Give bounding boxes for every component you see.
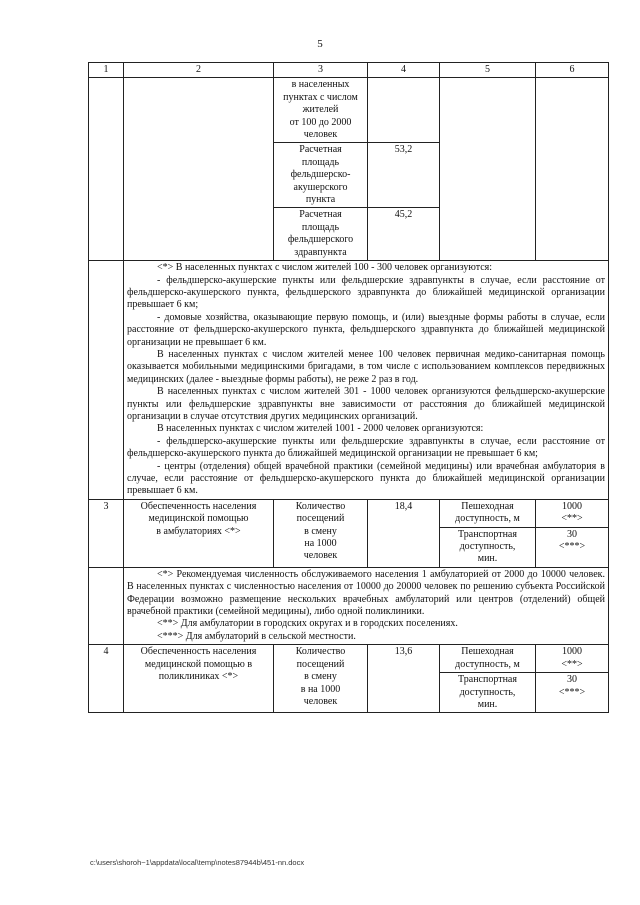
page-number: 5 bbox=[317, 38, 323, 50]
footnote-paragraph: В населенных пунктах с числом жителей менее 100 человек первичная медико-санитарная помощь оказывается мобильными медицинскими бригадами, в том числе с использованием комплексов передвижных медицинских (далее - выездные формы работы), не реже 2 раз в год. bbox=[127, 348, 605, 385]
empty-cell bbox=[536, 78, 609, 261]
unit-cell: Количество посещений в смену на 1000 человек bbox=[274, 499, 368, 567]
footnote-paragraph: - фельдшерско-акушерские пункты или фельдшерские здравпункты в случае, если расстояние от фельдшерско-акушерского пункта, фельдшерского здравпункта до ближайшей медицинской организации превышает 6 км; bbox=[127, 274, 605, 311]
table-row bbox=[89, 645, 609, 673]
area-value-cell: 45,2 bbox=[368, 208, 440, 261]
table-row bbox=[89, 261, 609, 500]
footer-file-path: c:\users\shoroh~1\appdata\local\temp\notes87944b\451-nn.docx bbox=[90, 858, 305, 867]
table-row bbox=[89, 567, 609, 644]
empty-cell bbox=[89, 78, 124, 261]
row-number: 3 bbox=[89, 499, 124, 567]
footnote-paragraph: - центры (отделения) общей врачебной практики (семейной медицины) или врачебная амбулатория в случае, если расстояние от фельдшерско-акушерского пункта до ближайшей медицинской организации превышает 6 км. bbox=[127, 460, 605, 497]
header-cell: 2 bbox=[124, 63, 274, 78]
table-row bbox=[89, 78, 609, 143]
footnote-paragraph: В населенных пунктах с числом жителей 1001 - 2000 человек организуются: bbox=[157, 423, 484, 435]
footnote-paragraph: В населенных пунктах с числом жителей 301 - 1000 человек организуются фельдшерско-акушерские пункты или фельдшерские здравпункты вне зависимости от расстояния до ближайшей медицинской организации в случае отсутствия других медицинских организаций. bbox=[127, 386, 605, 422]
empty-cell bbox=[89, 567, 124, 644]
empty-cell bbox=[368, 78, 440, 143]
empty-cell bbox=[440, 78, 536, 261]
area-label-cell: Расчетная площадь фельдшерско- акушерского пункта bbox=[274, 143, 368, 208]
empty-cell bbox=[89, 261, 124, 500]
table-row bbox=[89, 499, 609, 527]
access-label: Транспортная доступность, мин. bbox=[440, 673, 536, 713]
access-label: Транспортная доступность, мин. bbox=[440, 527, 536, 567]
footnote-paragraph: - фельдшерско-акушерские пункты или фельдшерские здравпункты в случае, если расстояние от фельдшерско-акушерского пункта до ближайшей медицинской организации не превышает 6 км; bbox=[127, 435, 605, 460]
footnote-paragraph: - домовые хозяйства, оказывающие первую помощь, и (или) выездные формы работы в случае, если расстояние от фельдшерско-акушерского пункта, фельдшерского здравпункта до ближайшей медицинской организации не превышает 6 км. bbox=[127, 311, 605, 348]
footnote-paragraph: <***> Для амбулаторий в сельской местности. bbox=[157, 630, 356, 642]
footnote-paragraph: <**> Для амбулатории в городских округах и в городских поселениях. bbox=[157, 618, 458, 630]
indicator-name: Обеспеченность населения медицинской помощью в амбулаториях <*> bbox=[124, 499, 274, 567]
value-cell: 18,4 bbox=[368, 499, 440, 567]
unit-cell: Количество посещений в смену в на 1000 человек bbox=[274, 645, 368, 713]
area-value-cell: 53,2 bbox=[368, 143, 440, 208]
empty-cell bbox=[124, 78, 274, 261]
value-cell: 13,6 bbox=[368, 645, 440, 713]
area-label-cell: Расчетная площадь фельдшерского здравпункта bbox=[274, 208, 368, 261]
indicator-name: Обеспеченность населения медицинской помощью в поликлиниках <*> bbox=[124, 645, 274, 713]
access-value: 1000 <**> bbox=[536, 645, 609, 673]
footnote-cell bbox=[124, 261, 609, 500]
access-label: Пешеходная доступность, м bbox=[440, 645, 536, 673]
header-cell: 4 bbox=[368, 63, 440, 78]
header-cell: 3 bbox=[274, 63, 368, 78]
table-header-row bbox=[89, 63, 609, 78]
row-number: 4 bbox=[89, 645, 124, 713]
footnote-cell bbox=[124, 567, 609, 644]
footnote-paragraph: <*> В населенных пунктах с числом жителей 100 - 300 человек организуются: bbox=[157, 262, 493, 274]
header-cell: 5 bbox=[440, 63, 536, 78]
header-cell: 6 bbox=[536, 63, 609, 78]
standards-table bbox=[88, 62, 609, 713]
access-label: Пешеходная доступность, м bbox=[440, 499, 536, 527]
area-label-cell: в населенных пунктах с числом жителей от 100 до 2000 человек bbox=[274, 78, 368, 143]
access-value: 30 <***> bbox=[536, 527, 609, 567]
footnote-paragraph: <*> Рекомендуемая численность обслуживаемого населения 1 амбулаторией от 2000 до 10000 человек. В населенных пунктах с численностью населения от 10000 до 20000 человек по решению субъекта Российской Федерации возможно размещение нескольких врачебных амбулаторий или центров (отделений) общей врачебной практики (семейной медицины), либо одной поликлиники. bbox=[127, 568, 605, 618]
access-value: 1000 <**> bbox=[536, 499, 609, 527]
access-value: 30 <***> bbox=[536, 673, 609, 713]
header-cell: 1 bbox=[89, 63, 124, 78]
